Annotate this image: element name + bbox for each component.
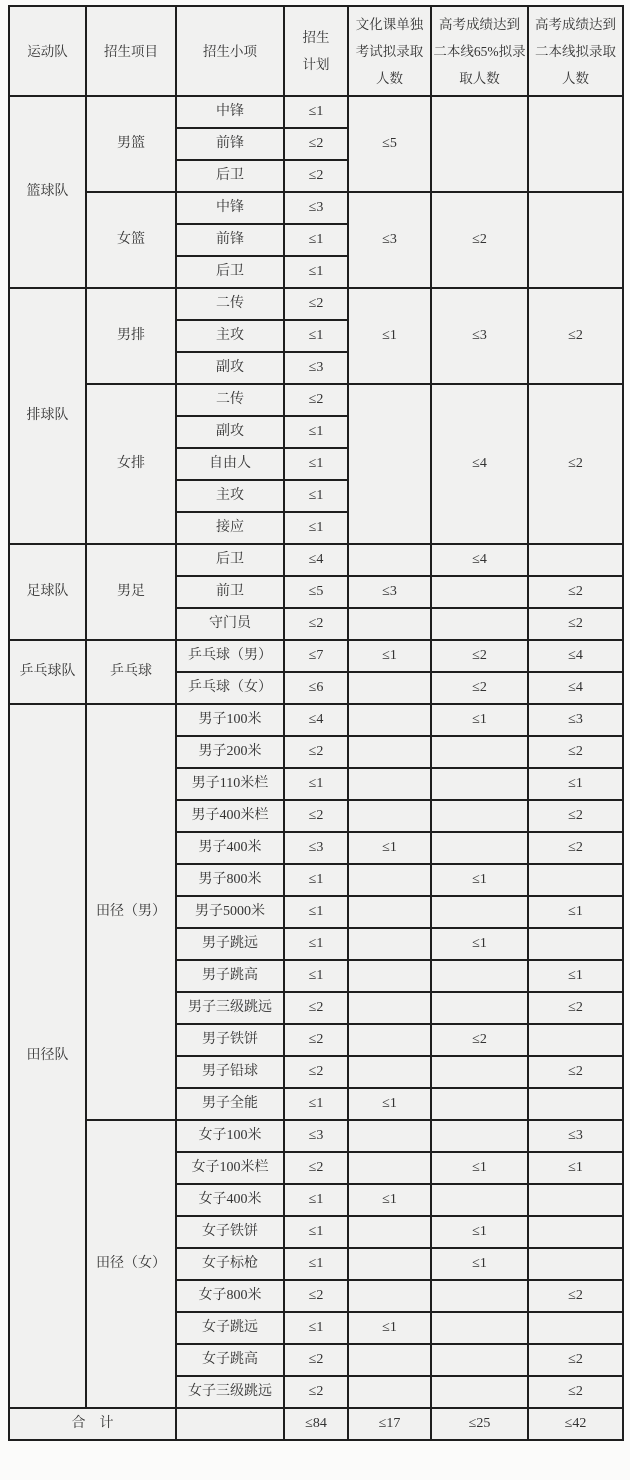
line100-count-cell — [528, 544, 623, 576]
team-cell: 篮球队 — [9, 96, 86, 288]
line65-count-cell: ≤1 — [431, 1216, 528, 1248]
column-header-3: 招生 计划 — [284, 6, 348, 96]
event-cell: 女子100米 — [176, 1120, 284, 1152]
plan-cell: ≤1 — [284, 960, 348, 992]
total-plan-cell: ≤84 — [284, 1408, 348, 1440]
event-cell: 女子400米 — [176, 1184, 284, 1216]
plan-cell: ≤5 — [284, 576, 348, 608]
plan-cell: ≤1 — [284, 1248, 348, 1280]
plan-cell: ≤2 — [284, 1024, 348, 1056]
event-cell: 男子跳高 — [176, 960, 284, 992]
total-event-cell — [176, 1408, 284, 1440]
exam-count-cell — [348, 1216, 431, 1248]
table-row — [9, 640, 623, 672]
event-cell: 男子400米 — [176, 832, 284, 864]
plan-cell: ≤2 — [284, 160, 348, 192]
table-row — [9, 704, 623, 736]
line100-count-cell — [528, 1248, 623, 1280]
exam-count-cell: ≤1 — [348, 1312, 431, 1344]
table-header — [9, 6, 623, 96]
line100-count-cell: ≤2 — [528, 800, 623, 832]
program-cell: 女篮 — [86, 192, 176, 288]
line65-count-cell: ≤2 — [431, 1024, 528, 1056]
plan-cell: ≤2 — [284, 992, 348, 1024]
line65-count-cell — [431, 992, 528, 1024]
plan-cell: ≤4 — [284, 704, 348, 736]
line100-count-cell: ≤1 — [528, 1152, 623, 1184]
event-cell: 男子400米栏 — [176, 800, 284, 832]
exam-count-cell: ≤1 — [348, 832, 431, 864]
total-label-cell: 合 计 — [9, 1408, 176, 1440]
plan-cell: ≤1 — [284, 416, 348, 448]
line100-count-cell — [528, 192, 623, 288]
line65-count-cell — [431, 608, 528, 640]
event-cell: 女子100米栏 — [176, 1152, 284, 1184]
line100-count-cell: ≤2 — [528, 576, 623, 608]
plan-cell: ≤1 — [284, 256, 348, 288]
plan-cell: ≤1 — [284, 928, 348, 960]
line65-count-cell — [431, 96, 528, 192]
exam-count-cell — [348, 736, 431, 768]
line100-count-cell — [528, 928, 623, 960]
plan-cell: ≤1 — [284, 96, 348, 128]
line65-count-cell — [431, 1376, 528, 1408]
table-row — [9, 96, 623, 128]
table-row — [9, 288, 623, 320]
event-cell: 前锋 — [176, 128, 284, 160]
total-row — [9, 1408, 623, 1440]
line65-count-cell: ≤1 — [431, 1152, 528, 1184]
program-cell: 男篮 — [86, 96, 176, 192]
exam-count-cell: ≤3 — [348, 192, 431, 288]
column-header-1: 招生项目 — [86, 6, 176, 96]
line65-count-cell: ≤1 — [431, 1248, 528, 1280]
line100-count-cell: ≤2 — [528, 288, 623, 384]
line65-count-cell: ≤3 — [431, 288, 528, 384]
event-cell: 后卫 — [176, 160, 284, 192]
line100-count-cell: ≤2 — [528, 1280, 623, 1312]
event-cell: 女子标枪 — [176, 1248, 284, 1280]
team-cell: 排球队 — [9, 288, 86, 544]
exam-count-cell — [348, 960, 431, 992]
line100-count-cell — [528, 1088, 623, 1120]
exam-count-cell — [348, 544, 431, 576]
event-cell: 男子800米 — [176, 864, 284, 896]
line65-count-cell — [431, 896, 528, 928]
exam-count-cell — [348, 384, 431, 544]
plan-cell: ≤1 — [284, 1184, 348, 1216]
plan-cell: ≤1 — [284, 896, 348, 928]
line65-count-cell: ≤1 — [431, 864, 528, 896]
table-row — [9, 384, 623, 416]
exam-count-cell — [348, 608, 431, 640]
exam-count-cell: ≤5 — [348, 96, 431, 192]
program-cell: 男足 — [86, 544, 176, 640]
column-header-0: 运动队 — [9, 6, 86, 96]
event-cell: 二传 — [176, 288, 284, 320]
exam-count-cell — [348, 928, 431, 960]
header-row — [9, 6, 623, 96]
event-cell: 乒乓球（男） — [176, 640, 284, 672]
exam-count-cell — [348, 768, 431, 800]
line100-count-cell: ≤3 — [528, 1120, 623, 1152]
line65-count-cell: ≤1 — [431, 928, 528, 960]
plan-cell: ≤3 — [284, 192, 348, 224]
line65-count-cell — [431, 768, 528, 800]
exam-count-cell — [348, 992, 431, 1024]
column-header-6: 高考成绩达到 二本线拟录取 人数 — [528, 6, 623, 96]
line100-count-cell: ≤2 — [528, 736, 623, 768]
exam-count-cell: ≤3 — [348, 576, 431, 608]
plan-cell: ≤2 — [284, 800, 348, 832]
plan-cell: ≤1 — [284, 864, 348, 896]
event-cell: 副攻 — [176, 416, 284, 448]
plan-cell: ≤1 — [284, 1312, 348, 1344]
line65-count-cell — [431, 1088, 528, 1120]
event-cell: 男子5000米 — [176, 896, 284, 928]
plan-cell: ≤2 — [284, 1344, 348, 1376]
exam-count-cell: ≤1 — [348, 1088, 431, 1120]
line100-count-cell — [528, 96, 623, 192]
total-line100-cell: ≤42 — [528, 1408, 623, 1440]
line65-count-cell — [431, 1056, 528, 1088]
line65-count-cell — [431, 1120, 528, 1152]
line65-count-cell: ≤2 — [431, 192, 528, 288]
table-row — [9, 1120, 623, 1152]
event-cell: 后卫 — [176, 544, 284, 576]
event-cell: 女子铁饼 — [176, 1216, 284, 1248]
line100-count-cell: ≤1 — [528, 960, 623, 992]
line65-count-cell — [431, 800, 528, 832]
event-cell: 女子800米 — [176, 1280, 284, 1312]
line65-count-cell — [431, 832, 528, 864]
plan-cell: ≤2 — [284, 1280, 348, 1312]
exam-count-cell — [348, 896, 431, 928]
event-cell: 守门员 — [176, 608, 284, 640]
event-cell: 副攻 — [176, 352, 284, 384]
event-cell: 二传 — [176, 384, 284, 416]
exam-count-cell — [348, 1056, 431, 1088]
event-cell: 男子110米栏 — [176, 768, 284, 800]
exam-count-cell — [348, 1248, 431, 1280]
event-cell: 前锋 — [176, 224, 284, 256]
plan-cell: ≤2 — [284, 1056, 348, 1088]
line65-count-cell: ≤4 — [431, 384, 528, 544]
line65-count-cell — [431, 576, 528, 608]
line100-count-cell — [528, 1184, 623, 1216]
exam-count-cell: ≤1 — [348, 640, 431, 672]
event-cell: 中锋 — [176, 192, 284, 224]
line100-count-cell — [528, 1024, 623, 1056]
program-cell: 乒乓球 — [86, 640, 176, 704]
line100-count-cell: ≤2 — [528, 384, 623, 544]
line100-count-cell — [528, 1216, 623, 1248]
line65-count-cell — [431, 736, 528, 768]
line100-count-cell: ≤3 — [528, 704, 623, 736]
line100-count-cell: ≤2 — [528, 1376, 623, 1408]
line100-count-cell: ≤1 — [528, 768, 623, 800]
line100-count-cell: ≤4 — [528, 672, 623, 704]
plan-cell: ≤1 — [284, 512, 348, 544]
exam-count-cell — [348, 1344, 431, 1376]
line65-count-cell — [431, 1184, 528, 1216]
event-cell: 主攻 — [176, 320, 284, 352]
program-cell: 男排 — [86, 288, 176, 384]
plan-cell: ≤1 — [284, 1216, 348, 1248]
exam-count-cell — [348, 864, 431, 896]
column-header-4: 文化课单独 考试拟录取 人数 — [348, 6, 431, 96]
plan-cell: ≤1 — [284, 480, 348, 512]
event-cell: 中锋 — [176, 96, 284, 128]
exam-count-cell — [348, 1120, 431, 1152]
event-cell: 主攻 — [176, 480, 284, 512]
line65-count-cell: ≤1 — [431, 704, 528, 736]
exam-count-cell — [348, 672, 431, 704]
table-body — [9, 96, 623, 1440]
event-cell: 女子三级跳远 — [176, 1376, 284, 1408]
exam-count-cell — [348, 1152, 431, 1184]
line100-count-cell: ≤2 — [528, 1056, 623, 1088]
line100-count-cell: ≤1 — [528, 896, 623, 928]
exam-count-cell: ≤1 — [348, 288, 431, 384]
plan-cell: ≤2 — [284, 1376, 348, 1408]
table-row — [9, 544, 623, 576]
team-cell: 足球队 — [9, 544, 86, 640]
plan-cell: ≤2 — [284, 1152, 348, 1184]
plan-cell: ≤1 — [284, 1088, 348, 1120]
event-cell: 接应 — [176, 512, 284, 544]
exam-count-cell: ≤1 — [348, 1184, 431, 1216]
plan-cell: ≤1 — [284, 768, 348, 800]
event-cell: 男子铁饼 — [176, 1024, 284, 1056]
table-row — [9, 192, 623, 224]
line65-count-cell: ≤4 — [431, 544, 528, 576]
plan-cell: ≤2 — [284, 736, 348, 768]
line100-count-cell: ≤2 — [528, 832, 623, 864]
line100-count-cell: ≤2 — [528, 1344, 623, 1376]
program-cell: 田径（男） — [86, 704, 176, 1120]
plan-cell: ≤2 — [284, 128, 348, 160]
team-cell: 田径队 — [9, 704, 86, 1408]
line65-count-cell — [431, 1312, 528, 1344]
event-cell: 自由人 — [176, 448, 284, 480]
line100-count-cell — [528, 1312, 623, 1344]
line100-count-cell: ≤4 — [528, 640, 623, 672]
event-cell: 男子100米 — [176, 704, 284, 736]
line100-count-cell — [528, 864, 623, 896]
line100-count-cell: ≤2 — [528, 608, 623, 640]
event-cell: 男子跳远 — [176, 928, 284, 960]
event-cell: 男子三级跳远 — [176, 992, 284, 1024]
line65-count-cell: ≤2 — [431, 640, 528, 672]
plan-cell: ≤3 — [284, 352, 348, 384]
plan-cell: ≤3 — [284, 1120, 348, 1152]
plan-cell: ≤4 — [284, 544, 348, 576]
event-cell: 男子全能 — [176, 1088, 284, 1120]
exam-count-cell — [348, 1024, 431, 1056]
plan-cell: ≤1 — [284, 448, 348, 480]
plan-cell: ≤7 — [284, 640, 348, 672]
plan-cell: ≤1 — [284, 224, 348, 256]
column-header-2: 招生小项 — [176, 6, 284, 96]
plan-cell: ≤3 — [284, 832, 348, 864]
program-cell: 女排 — [86, 384, 176, 544]
total-exam-cell: ≤17 — [348, 1408, 431, 1440]
recruitment-table — [8, 5, 624, 1441]
line65-count-cell — [431, 1280, 528, 1312]
plan-cell: ≤1 — [284, 320, 348, 352]
exam-count-cell — [348, 800, 431, 832]
program-cell: 田径（女） — [86, 1120, 176, 1408]
line100-count-cell: ≤2 — [528, 992, 623, 1024]
total-line65-cell: ≤25 — [431, 1408, 528, 1440]
event-cell: 前卫 — [176, 576, 284, 608]
line65-count-cell: ≤2 — [431, 672, 528, 704]
exam-count-cell — [348, 704, 431, 736]
plan-cell: ≤6 — [284, 672, 348, 704]
event-cell: 女子跳远 — [176, 1312, 284, 1344]
event-cell: 男子200米 — [176, 736, 284, 768]
event-cell: 后卫 — [176, 256, 284, 288]
plan-cell: ≤2 — [284, 608, 348, 640]
event-cell: 男子铅球 — [176, 1056, 284, 1088]
plan-cell: ≤2 — [284, 384, 348, 416]
plan-cell: ≤2 — [284, 288, 348, 320]
line65-count-cell — [431, 960, 528, 992]
exam-count-cell — [348, 1376, 431, 1408]
line65-count-cell — [431, 1344, 528, 1376]
event-cell: 女子跳高 — [176, 1344, 284, 1376]
column-header-5: 高考成绩达到 二本线65%拟录 取人数 — [431, 6, 528, 96]
exam-count-cell — [348, 1280, 431, 1312]
event-cell: 乒乓球（女） — [176, 672, 284, 704]
team-cell: 乒乓球队 — [9, 640, 86, 704]
